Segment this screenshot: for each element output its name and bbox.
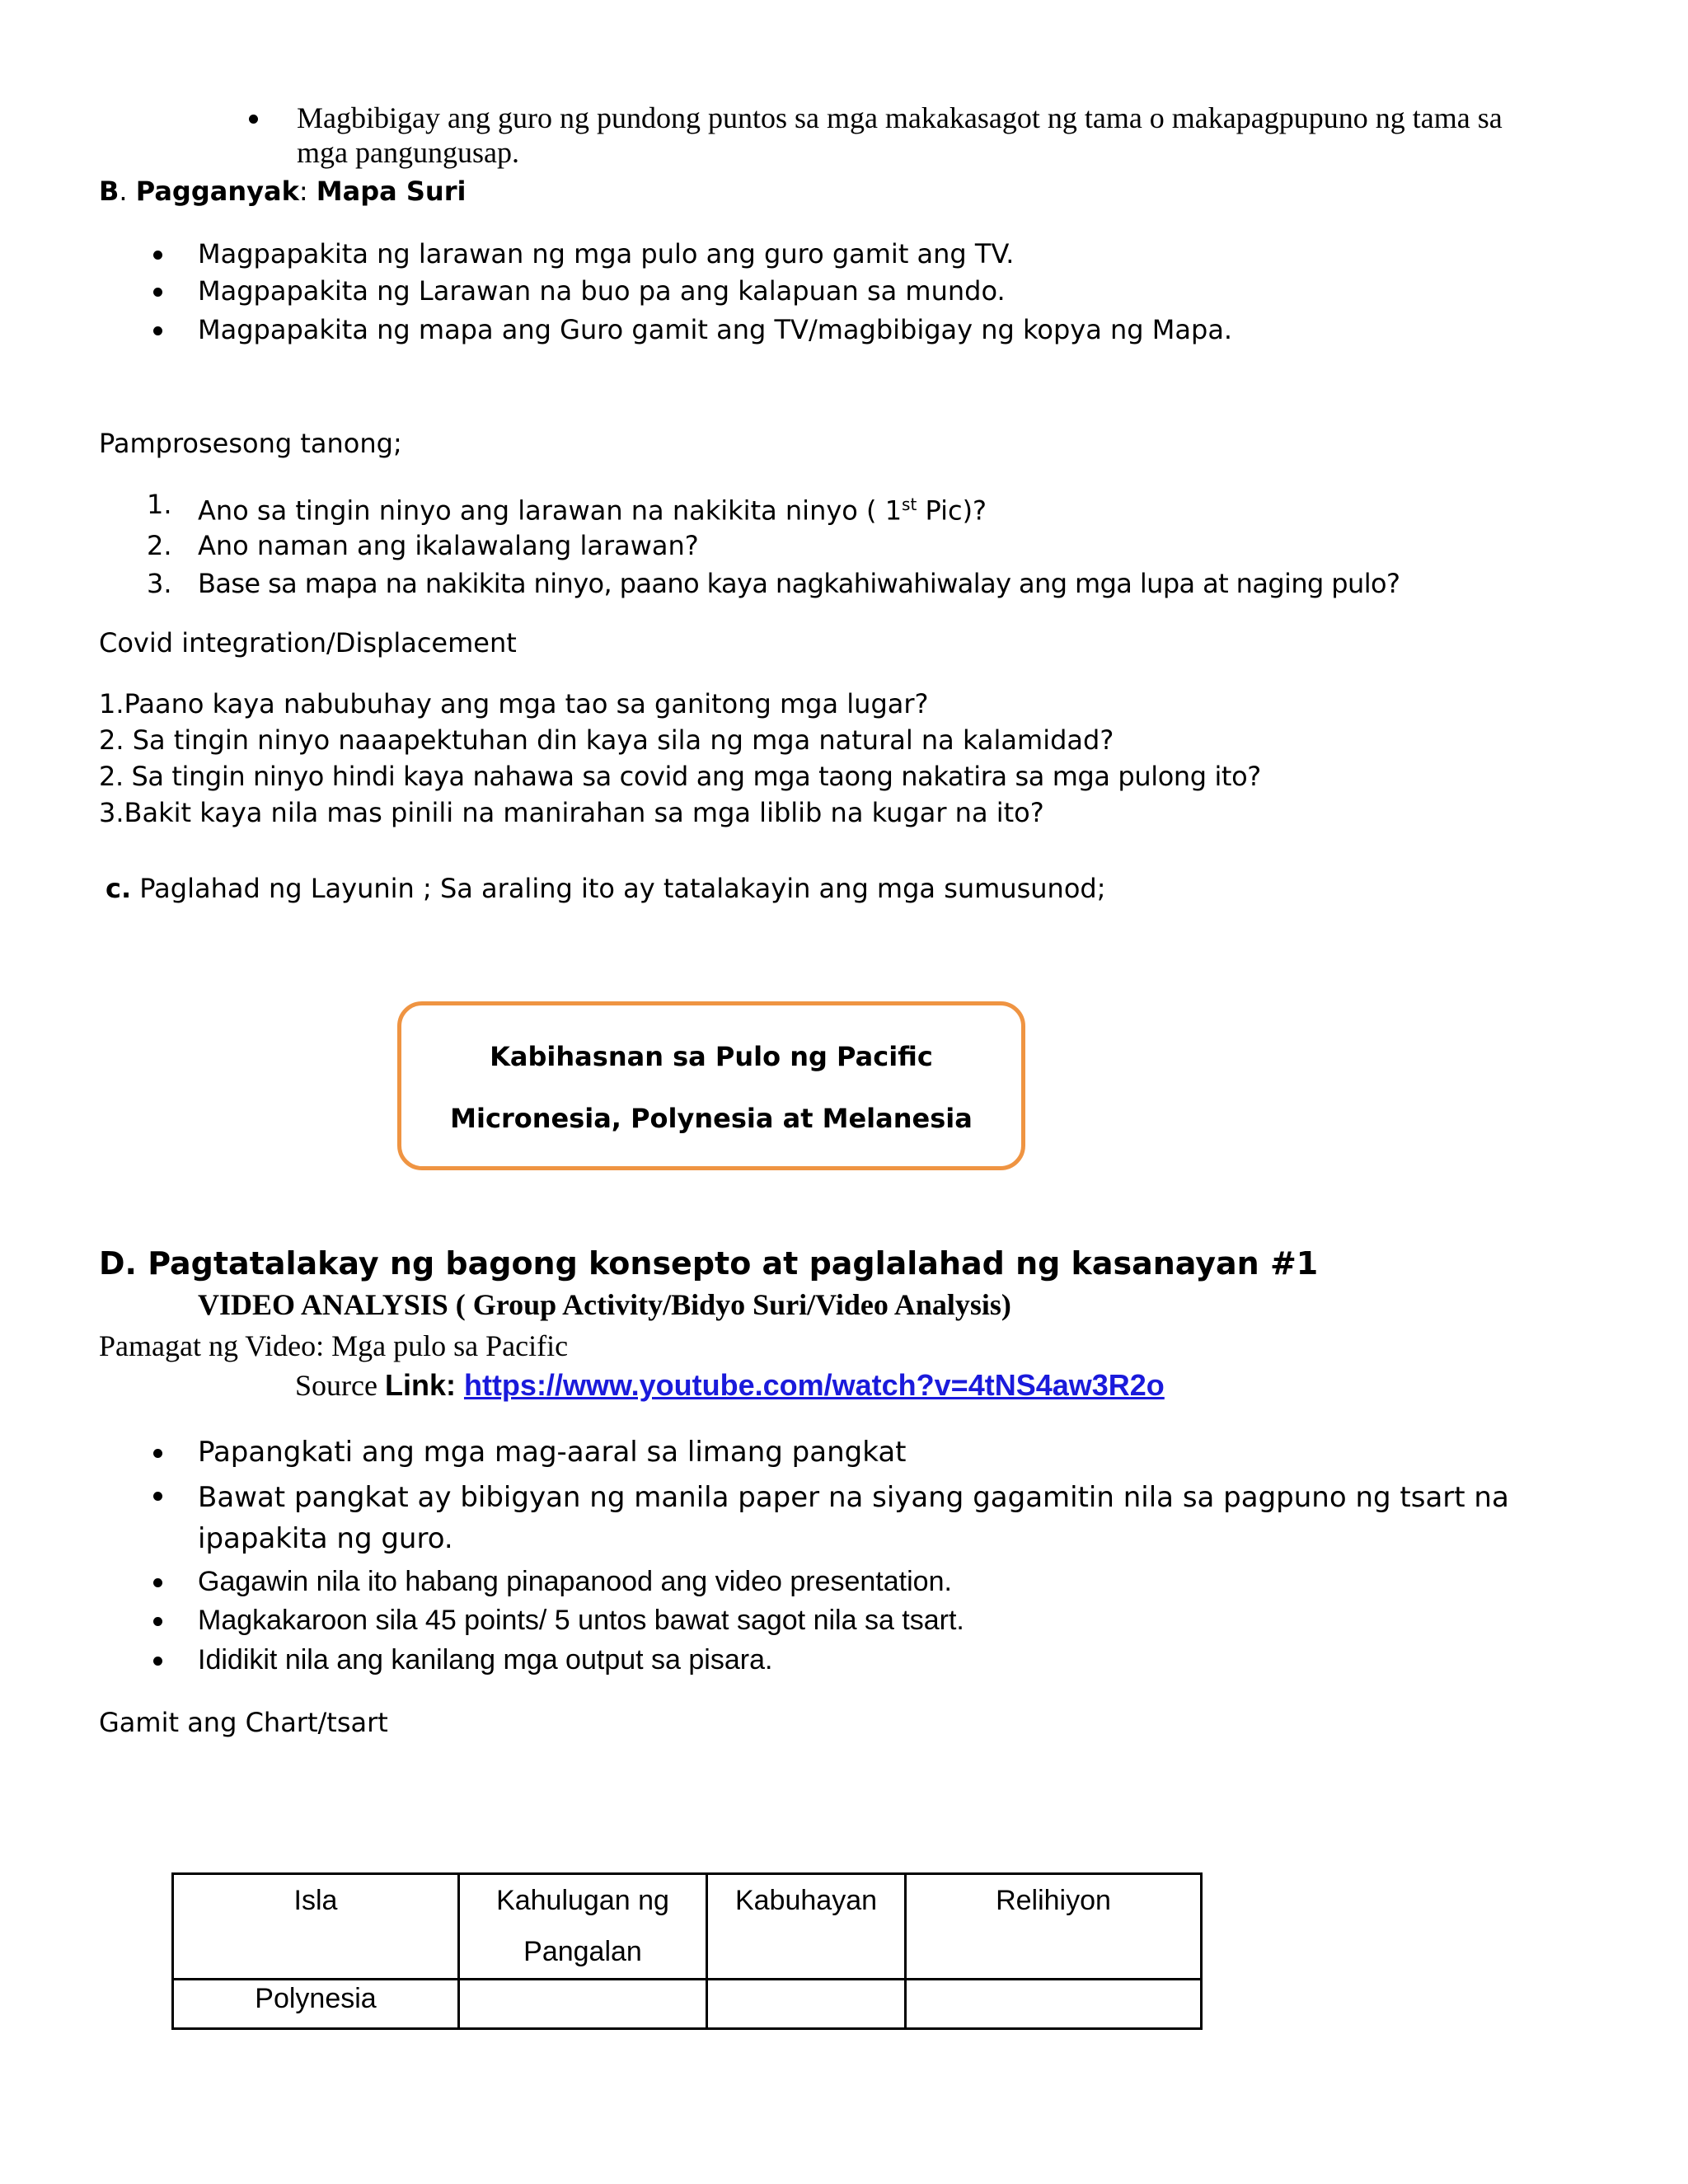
bullet-dot	[153, 1492, 162, 1501]
covid-heading: Covid integration/Displacement	[99, 627, 517, 658]
section-d-bullet: Magkakaroon sila 45 points/ 5 untos bawat sagot nila sa tsart.	[198, 1605, 964, 1636]
question-text: Ano naman ang ikalawalang larawan?	[198, 530, 699, 561]
section-c-line	[106, 872, 1106, 905]
intro-bullet-text: Magbibigay ang guro ng pundong puntos sa mga makakasagot ng tama o makapagpupuno ng tama sa mga pangungusap.	[297, 101, 1503, 169]
section-c-letter: c.	[106, 873, 132, 904]
bullet-dot	[153, 1657, 162, 1666]
table-header-cell	[459, 1874, 707, 1980]
section-b-colon: :	[298, 176, 316, 207]
question-text	[198, 488, 987, 527]
table-header-cell: Kabuhayan	[707, 1874, 906, 1980]
bullet-dot	[153, 326, 162, 335]
source-link-line	[295, 1368, 1165, 1403]
youtube-link[interactable]: https://www.youtube.com/watch?v=4tNS4aw3R2o	[463, 1368, 1165, 1402]
question-text-post: Pic)?	[917, 494, 987, 527]
table-header-line: Kahulugan ng	[496, 1885, 669, 1916]
table-header-cell: Isla	[173, 1874, 459, 1980]
section-d-bullet: Ididikit nila ang kanilang mga output sa pisara.	[198, 1644, 773, 1675]
question-number: 3.	[147, 568, 172, 599]
bullet-dot	[249, 115, 258, 124]
table-cell: Polynesia	[173, 1980, 459, 2029]
objectives-box	[397, 1001, 1025, 1170]
section-b-bullet: Magpapakita ng mapa ang Guro gamit ang TV/magbibigay ng kopya ng Mapa.	[198, 314, 1233, 345]
pamprosesong-heading: Pamprosesong tanong;	[99, 428, 402, 459]
section-d-bullet: Gagawin nila ito habang pinapanood ang video presentation.	[198, 1566, 952, 1597]
objectives-box-line2: Micronesia, Polynesia at Melanesia	[450, 1103, 973, 1134]
bullet-dot	[153, 288, 162, 297]
question-number: 2.	[147, 530, 172, 561]
section-b-title: Mapa Suri	[316, 176, 467, 207]
table-header-row	[173, 1874, 1202, 1980]
source-label: Source	[295, 1369, 385, 1402]
section-d-heading: D. Pagtatalakay ng bagong konsepto at paglalahad ng kasanayan #1	[99, 1245, 1319, 1282]
section-d-bullet: Bawat pangkat ay bibigyan ng manila paper na siyang gagamitin nila sa pagpuno ng tsart na ipapakita ng guro.	[198, 1481, 1509, 1555]
table-cell	[707, 1980, 906, 2029]
section-b-label: Pagganyak	[135, 176, 299, 207]
chart-heading: Gamit ang Chart/tsart	[99, 1707, 388, 1738]
table-header-cell: Relihiyon	[906, 1874, 1202, 1980]
bullet-dot	[153, 1578, 162, 1587]
section-b-letter: B	[99, 176, 120, 207]
section-b-heading	[99, 175, 466, 208]
bullet-dot	[153, 1449, 162, 1458]
objectives-box-line1: Kabihasnan sa Pulo ng Pacific	[490, 1041, 933, 1072]
covid-line: 3.Bakit kaya nila mas pinili na manirahan sa mga liblib na kugar na ito?	[99, 797, 1044, 828]
chart-table	[171, 1872, 1203, 2030]
link-label: Link:	[384, 1368, 464, 1402]
video-analysis-title: VIDEO ANALYSIS ( Group Activity/Bidyo Suri/Video Analysis)	[198, 1288, 1011, 1321]
section-b-bullet: Magpapakita ng larawan ng mga pulo ang guro gamit ang TV.	[198, 238, 1015, 269]
bullet-dot	[153, 1617, 162, 1626]
section-c-text: Paglahad ng Layunin ; Sa araling ito ay tatalakayin ang mga sumusunod;	[131, 873, 1106, 904]
question-text-sup: st	[902, 494, 917, 514]
section-d-bullet: Papangkati ang mga mag-aaral sa limang pangkat	[198, 1436, 907, 1469]
table-header-line: Pangalan	[523, 1936, 642, 1967]
question-text: Base sa mapa na nakikita ninyo, paano kaya nagkahiwahiwalay ang mga lupa at naging pulo?	[198, 568, 1400, 599]
covid-line: 2. Sa tingin ninyo naaapektuhan din kaya sila ng mga natural na kalamidad?	[99, 724, 1114, 756]
covid-line: 1.Paano kaya nabubuhay ang mga tao sa ganitong mga lugar?	[99, 688, 929, 719]
covid-line: 2. Sa tingin ninyo hindi kaya nahawa sa covid ang mga taong nakatira sa mga pulong ito?	[99, 761, 1261, 792]
table-cell	[906, 1980, 1202, 2029]
question-number: 1.	[147, 489, 172, 520]
bullet-dot	[153, 251, 162, 260]
section-b-dot: .	[119, 176, 136, 207]
question-text-pre: Ano sa tingin ninyo ang larawan na nakikita ninyo ( 1	[198, 494, 903, 527]
table-cell	[459, 1980, 707, 2029]
video-title-line: Pamagat ng Video: Mga pulo sa Pacific	[99, 1329, 569, 1362]
section-b-bullet: Magpapakita ng Larawan na buo pa ang kalapuan sa mundo.	[198, 275, 1006, 307]
table-row	[173, 1980, 1202, 2029]
